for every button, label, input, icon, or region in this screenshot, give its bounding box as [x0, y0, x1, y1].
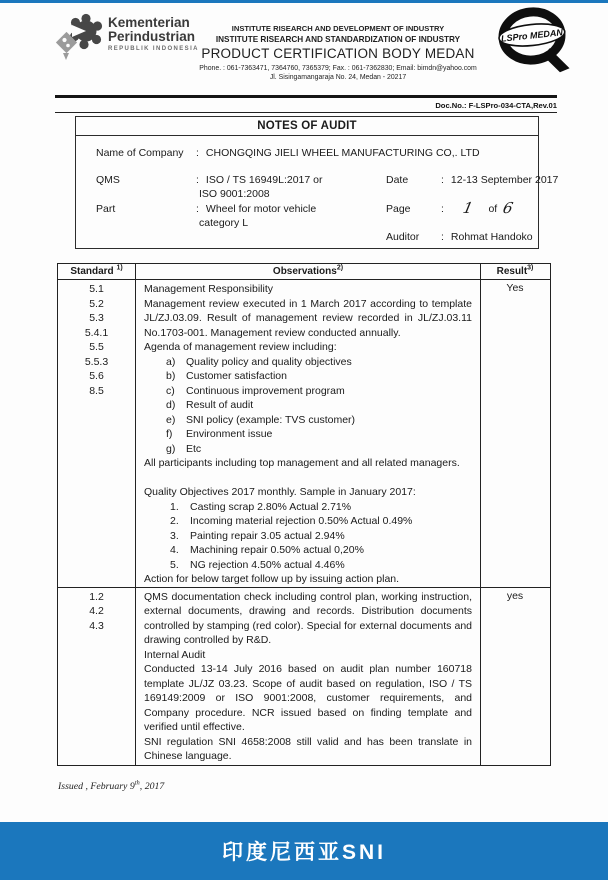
list-item: 2. Incoming material rejection 0.50% Actual 0.49%: [170, 515, 413, 527]
date-label: Date: [386, 174, 409, 186]
page-field: Page : 1 of 6: [386, 199, 515, 217]
list-item: 1. Casting scrap 2.80% Actual 2.71%: [170, 500, 352, 513]
auditor-field: Auditor : Rohmat Handoko: [386, 231, 533, 243]
blank-line: [144, 471, 472, 486]
issued-line: Issued , February 9th, 2017: [58, 779, 165, 792]
qms-value-line1: ISO / TS 16949L:2017 or: [205, 174, 323, 186]
gear-icon: [53, 13, 105, 61]
standard-cell: 5.1 5.2 5.3 5.4.1 5.5 5.5.3 5.6 8.5: [58, 280, 136, 587]
observations-cell: [136, 280, 481, 587]
obs-title: Management Responsibility: [144, 283, 273, 295]
top-blue-bar: [0, 0, 608, 3]
ministry-line2: Perindustrian: [108, 29, 196, 44]
org-title: PRODUCT CERTIFICATION BODY MEDAN: [201, 46, 475, 61]
doc-number: Doc.No.: F-LSPro-034-CTA,Rev.01: [435, 101, 557, 110]
obs-paragraph: Management review executed in 1 March 2017 according to template JL/ZJ.03.09. Result of management review recorded in JL/ZJ.03.11 No.1703-001. Management review conducted annually.: [144, 297, 472, 339]
part-label: Part: [96, 203, 116, 215]
observations-cell: [136, 588, 481, 765]
result-cell: Yes: [506, 282, 524, 294]
obs-action: Action for below target follow up by issuing action plan.: [144, 573, 400, 585]
list-item: 4. Machining repair 0.50% actual 0,20%: [170, 544, 364, 556]
obs-agenda-heading: Agenda of management review including:: [144, 341, 337, 353]
header-observations: Observations$^{2)}$: [136, 264, 481, 279]
part-field-line2: [199, 217, 248, 229]
audit-table: [57, 263, 551, 766]
list-item: 3. Painting repair 3.05 actual 2.94%: [170, 529, 345, 542]
result-cell: yes: [506, 589, 524, 602]
sni-banner-text: 印度尼西亚SNI: [221, 841, 386, 864]
lspro-q-icon: [494, 6, 574, 80]
sni-banner: [0, 822, 608, 880]
list-item: c) Continuous improvement program: [166, 384, 345, 397]
org-address: Jl. Sisingamangaraja No. 24, Medan - 20217: [269, 74, 407, 81]
obs-participants: All participants including top management and all related managers.: [144, 457, 460, 469]
page-of: of: [488, 203, 498, 215]
page-label: Page: [386, 203, 411, 215]
list-item: f) Environment issue: [166, 428, 273, 440]
auditor-value: Rohmat Handoko: [450, 231, 533, 243]
obs-paragraph: SNI regulation SNI 4658:2008 still valid and has been translate in Chinese language.: [144, 735, 472, 762]
company-value: CHONGQING JIELI WHEEL MANUFACTURING CO,. LTD: [205, 147, 480, 159]
letterhead-text: [178, 24, 498, 82]
date-value: 12-13 September 2017: [450, 174, 559, 186]
auditor-label: Auditor: [386, 231, 420, 243]
list-item: d) Result of audit: [166, 399, 254, 411]
company-label: Name of Company: [96, 147, 184, 159]
docno-divider: [55, 112, 557, 113]
part-field: Part : Wheel for motor vehicle: [96, 203, 317, 215]
list-item: g) Etc: [166, 442, 202, 455]
obs-objectives-heading: Quality Objectives 2017 monthly. Sample in January 2017:: [144, 486, 416, 498]
lspro-medan-logo: [494, 6, 574, 80]
standard-cell: 1.2 4.2 4.3: [58, 588, 136, 765]
ministry-subtitle: REPUBLIK INDONESIA: [108, 46, 199, 52]
part-value-line2: category L: [199, 217, 249, 229]
document-title: NOTES OF AUDIT: [76, 117, 538, 136]
qms-value-line2: ISO 9001:2008: [199, 188, 270, 200]
table-row: [58, 280, 550, 588]
list-item: 5. NG rejection 4.50% actual 4.46%: [170, 558, 345, 571]
header-standard: Standard $^{1)}$: [58, 264, 136, 279]
list-item: b) Customer satisfaction: [166, 370, 287, 382]
ministry-line1: Kementerian: [108, 15, 190, 30]
qms-label: QMS: [96, 174, 120, 186]
qms-field-line2: [199, 188, 270, 200]
part-value-line1: Wheel for motor vehicle: [205, 203, 317, 215]
notes-of-audit-box: [75, 116, 559, 249]
list-item: e) SNI policy (example: TVS customer): [166, 413, 356, 426]
page-total-handwritten: 6: [501, 199, 515, 217]
svg-text:LSPro MEDAN: LSPro MEDAN: [500, 27, 564, 44]
date-field: Date : 12-13 September 2017: [386, 174, 559, 186]
list-item: a) Quality policy and quality objectives: [166, 355, 352, 368]
company-field: Name of Company : CHONGQING JIELI WHEEL MANUFACTURING CO,. LTD: [96, 147, 480, 159]
org-line2: INSTITUTE RISEARCH AND STANDARDIZATION OF INDUSTRY: [215, 35, 461, 44]
page-current-handwritten: 1: [461, 199, 475, 217]
kemenperin-logo: [53, 13, 105, 61]
header-divider: [55, 95, 557, 98]
org-contact: Phone. : 061-7363471, 7364760, 7365379; Fax. : 061-7362830; Email: bimdn@yahoo.com: [199, 65, 477, 72]
org-line1: INSTITUTE RISEARCH AND DEVELOPMENT OF INDUSTRY: [231, 24, 445, 33]
table-row: [58, 588, 550, 765]
table-header-row: [58, 264, 550, 280]
obs-paragraph: Conducted 13-14 July 2016 based on audit plan number 160718 template JL/JZ 03.23. Scope of audit based on regulation, ISO / TS 169149:2009 or ISO 9001:2008, customer requirements, and Company procedure. NCR issued based on finding template and verified until effective.: [144, 663, 472, 733]
qms-field: QMS : ISO / TS 16949L:2017 or: [96, 174, 323, 186]
obs-subtitle: Internal Audit: [144, 648, 206, 661]
obs-paragraph: QMS documentation check including control plan, working instruction, external documents, drawing and records. Distribution documents controlled by stamping (red color). Special for external documents and drawing controlled by R&D.: [144, 590, 472, 646]
header-result: Result$^{3)}$: [496, 264, 534, 277]
